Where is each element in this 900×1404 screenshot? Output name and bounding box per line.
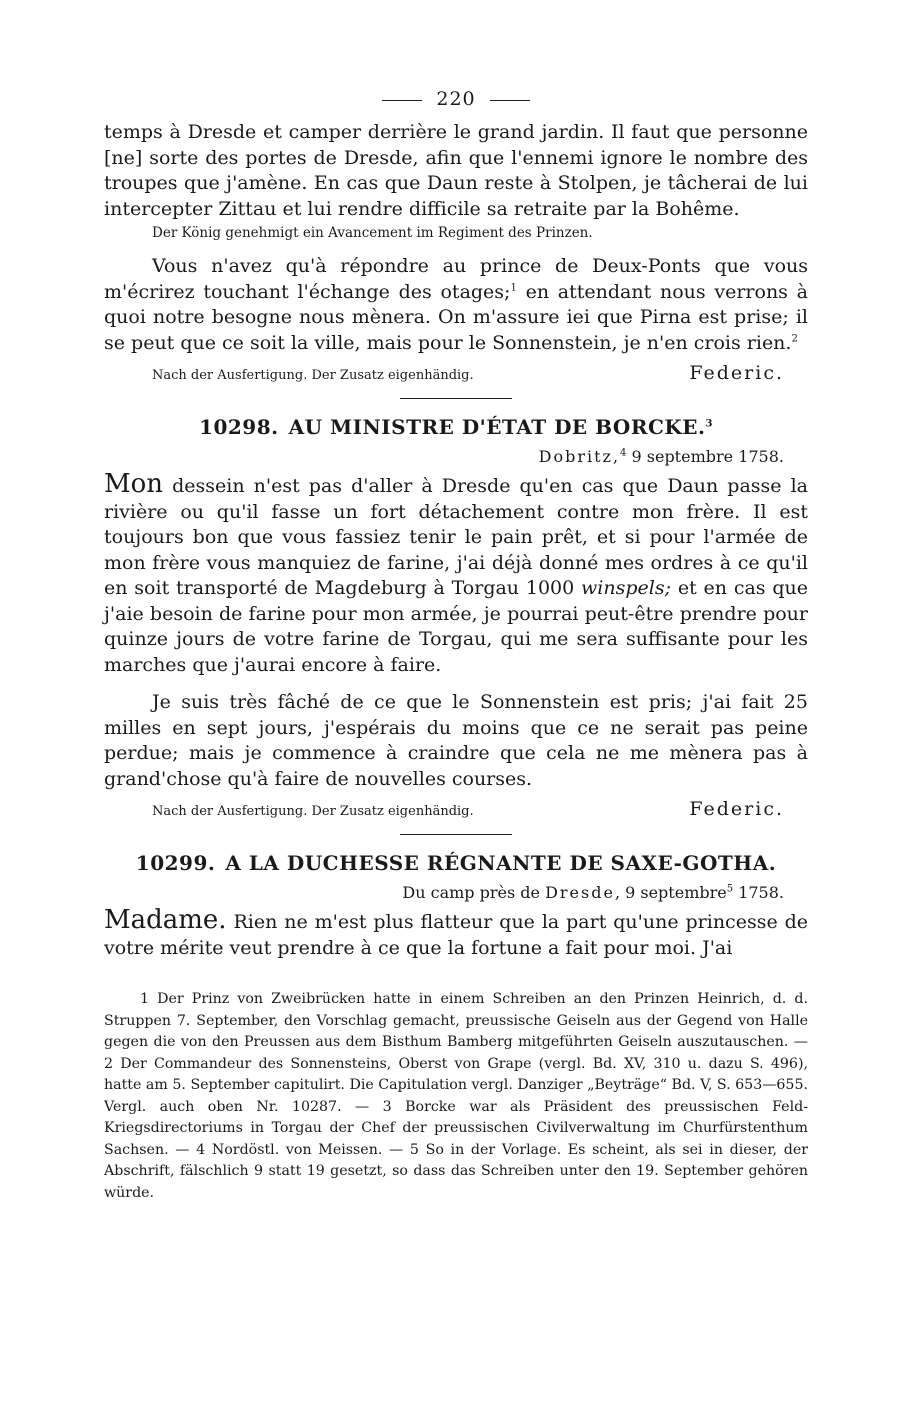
header-dash-right bbox=[490, 100, 530, 101]
header-dash-left bbox=[382, 100, 422, 101]
section-rule-2 bbox=[400, 834, 512, 835]
running-head bbox=[104, 88, 808, 110]
source-note-2: Nach der Ausfertigung. Der Zusatz eigenhändig. bbox=[152, 804, 474, 819]
letter-heading-10298: 10298. AU MINISTRE D'ÉTAT DE BORCKE.$^3$ bbox=[199, 415, 713, 439]
section-rule-1 bbox=[400, 398, 512, 399]
dateline-10298: Dobritz,$^4$ 9 septembre 1758. bbox=[538, 447, 784, 466]
editorial-note: Der König genehmigt ein Avancement im Regiment des Prinzen. bbox=[152, 225, 593, 241]
paragraph-continuation: temps à Dresde et camper derrière le grand jardin. Il faut que personne [ne] sorte des portes de Dresde, afin que l'ennemi ignore le nombre des troupes que j'amène. En cas que Daun reste à Stolpen, je tâcherai de lui intercepter Zittau et lui rendre difficile sa retraite par la Bohême. bbox=[104, 121, 808, 220]
source-note-1: Nach der Ausfertigung. Der Zusatz eigenhändig. bbox=[152, 368, 474, 383]
footnotes bbox=[104, 989, 808, 1204]
page-number: 220 bbox=[436, 88, 476, 110]
signature-2: Federic. bbox=[689, 798, 784, 820]
signature-1: Federic. bbox=[689, 362, 784, 384]
signature-row-1 bbox=[104, 362, 808, 384]
letter-heading-10299: 10299. A LA DUCHESSE RÉGNANTE DE SAXE-GOTHA. bbox=[135, 851, 777, 875]
footnote-block: 1 Der Prinz von Zweibrücken hatte in einem Schreiben an den Prinzen Heinrich, d. d. Struppen 7. September, den Vorschlag gemacht, preussische Geiseln aus der Gegend von Halle gegen die von den Preussen aus dem Bisthum Bamberg mitgeführten Geiseln auszutauschen. — 2 Der Commandeur des Sonnensteins, Oberst von Grape (vergl. Bd. XV, 310 u. dazu S. 496), hatte am 5. September capitulirt. Die Capitulation vergl. Danziger „Beyträge“ Bd. V, S. 653—655. Vergl. auch oben Nr. 10287. — 3 Borcke war als Präsident des preussischen Feld-Kriegsdirectoriums in Torgau der Chef der preussischen Civilverwaltung im Churfürstenthum Sachsen. — 4 Nordöstl. von Meissen. — 5 So in der Vorlage. Es scheint, als sei in dieser, der Abschrift, fälschlich 9 statt 19 gesetzt, so dass das Schreiben unter den 19. September gehören würde. bbox=[104, 991, 808, 1201]
dateline-10299: Du camp près de Dresde, 9 septembre$^5$ 1758. bbox=[402, 883, 784, 902]
paragraph-postscript: Vous n'avez qu'à répondre au prince de Deux-Ponts que vous m'écrirez touchant l'échange des otages;$^1$ en attendant nous verrons à quoi notre besogne nous mènera. On m'assure iei que Pirna est prise; il se peut que ce soit la ville, mais pour le Sonnenstein, je n'en crois rien.$^2$ bbox=[104, 255, 808, 354]
letter-10298-paragraph-2: Je suis très fâché de ce que le Sonnenstein est pris; j'ai fait 25 milles en sept jours, j'espérais du moins que ce ne serait pas peine perdue; mais je commence à craindre que cela ne me mènera pas à grand'chose qu'à faire de nouvelles courses. bbox=[104, 691, 808, 790]
letter-10298-paragraph-1: Mon dessein n'est pas d'aller à Dresde qu'en cas que Daun passe la rivière ou qu'il fasse un fort détachement contre mon frère. Il est toujours bon que vous fassiez tenir le pain prêt, et si pour l'armée de mon frère vous manquiez de farine, j'ai déjà donné mes ordres à ce qu'il en soit transporté de Magdeburg à Torgau 1000 winspels; et en cas que j'aie besoin de farine pour mon armée, je pourrai peut-être prendre pour quinze jours de votre farine de Torgau, qui me sera suffisante pour les marches que j'aurai encore à faire. bbox=[104, 469, 809, 676]
signature-row-2 bbox=[104, 798, 808, 820]
document-page bbox=[104, 88, 808, 1204]
footnote-ref-1: 1 bbox=[510, 282, 517, 294]
footnote-ref-2: 2 bbox=[791, 333, 798, 345]
letter-10299-paragraph-1: Madame. Rien ne m'est plus flatteur que la part qu'une princesse de votre mérite veut prendre à ce que la fortune a fait pour moi. J'ai bbox=[104, 905, 808, 959]
